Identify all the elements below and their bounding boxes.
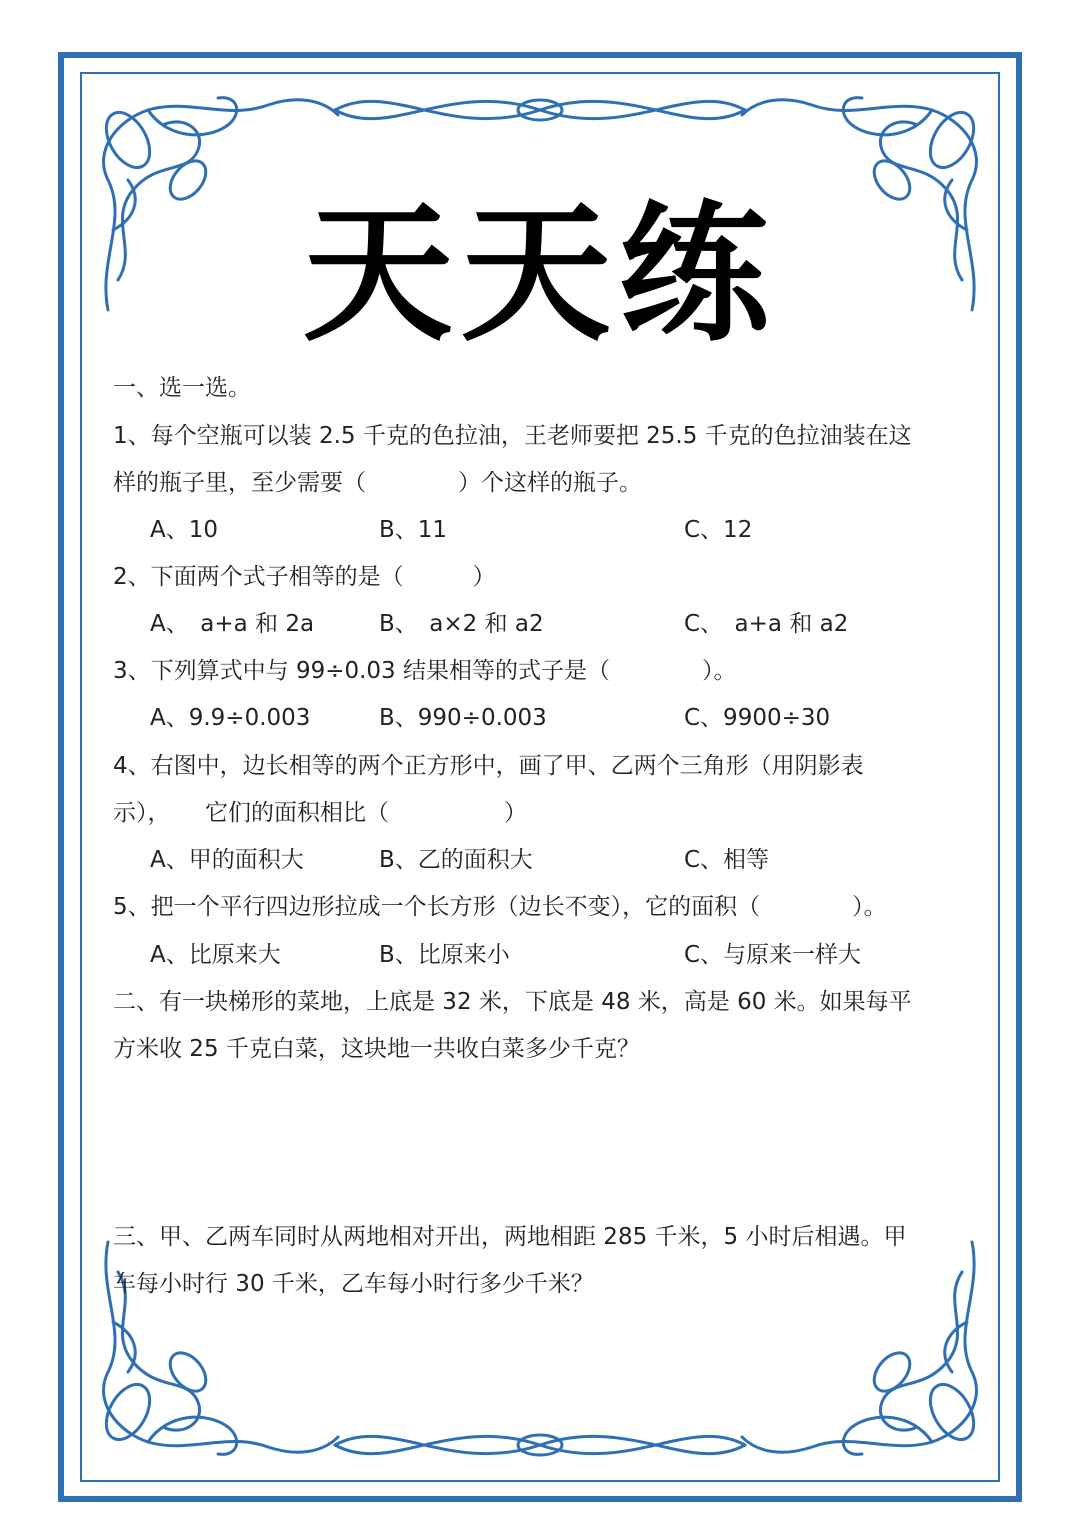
q3-option-a: A、9.9÷0.003 <box>150 705 311 731</box>
q4-option-a: A、甲的面积大 <box>150 847 304 873</box>
section3-line1: 三、甲、乙两车同时从两地相对开出，两地相距 285 千米，5 小时后相遇。甲 <box>113 1224 907 1250</box>
q4-line2: 示）， 它们的面积相比（ ） <box>113 800 527 826</box>
q3-option-b: B、990÷0.003 <box>379 705 547 731</box>
q3-line1: 3、下列算式中与 99÷0.03 结果相等的式子是（ ）。 <box>113 658 737 684</box>
section2-line2: 方米收 25 千克白菜，这块地一共收白菜多少千克？ <box>113 1036 640 1062</box>
section2-line1: 二、有一块梯形的菜地，上底是 32 米，下底是 48 米，高是 60 米。如果每平 <box>113 989 912 1015</box>
q1-option-c: C、12 <box>684 517 753 543</box>
q5-option-b: B、比原来小 <box>379 942 510 968</box>
bottom-left-ornament <box>88 1232 348 1472</box>
q4-option-b: B、乙的面积大 <box>379 847 533 873</box>
section1-heading: 一、选一选。 <box>113 375 251 401</box>
q2-option-c: C、 a+a 和 a2 <box>684 611 849 637</box>
q2-option-a: A、 a+a 和 2a <box>150 611 315 637</box>
q5-option-a: A、比原来大 <box>150 942 281 968</box>
q2-line1: 2、下面两个式子相等的是（ ） <box>113 564 496 590</box>
bottom-right-ornament <box>732 1232 992 1472</box>
top-center-ornament <box>330 85 750 135</box>
section3-line2: 车每小时行 30 千米，乙车每小时行多少千米？ <box>113 1271 594 1297</box>
bottom-center-ornament <box>330 1420 750 1470</box>
q4-option-c: C、相等 <box>684 847 770 873</box>
q2-option-b: B、 a×2 和 a2 <box>379 611 544 637</box>
q1-line2: 样的瓶子里，至少需要（ ）个这样的瓶子。 <box>113 470 642 496</box>
q1-line1: 1、每个空瓶可以装 2.5 千克的色拉油，王老师要把 25.5 千克的色拉油装在这 <box>113 423 912 449</box>
q1-option-b: B、11 <box>379 517 448 543</box>
q1-option-a: A、10 <box>150 517 219 543</box>
q5-option-c: C、与原来一样大 <box>684 942 862 968</box>
q3-option-c: C、9900÷30 <box>684 705 831 731</box>
page-title: 天天练 <box>302 188 777 362</box>
q4-line1: 4、右图中，边长相等的两个正方形中，画了甲、乙两个三角形（用阴影表 <box>113 753 864 779</box>
q5-line1: 5、把一个平行四边形拉成一个长方形（边长不变），它的面积（ ）。 <box>113 894 887 920</box>
